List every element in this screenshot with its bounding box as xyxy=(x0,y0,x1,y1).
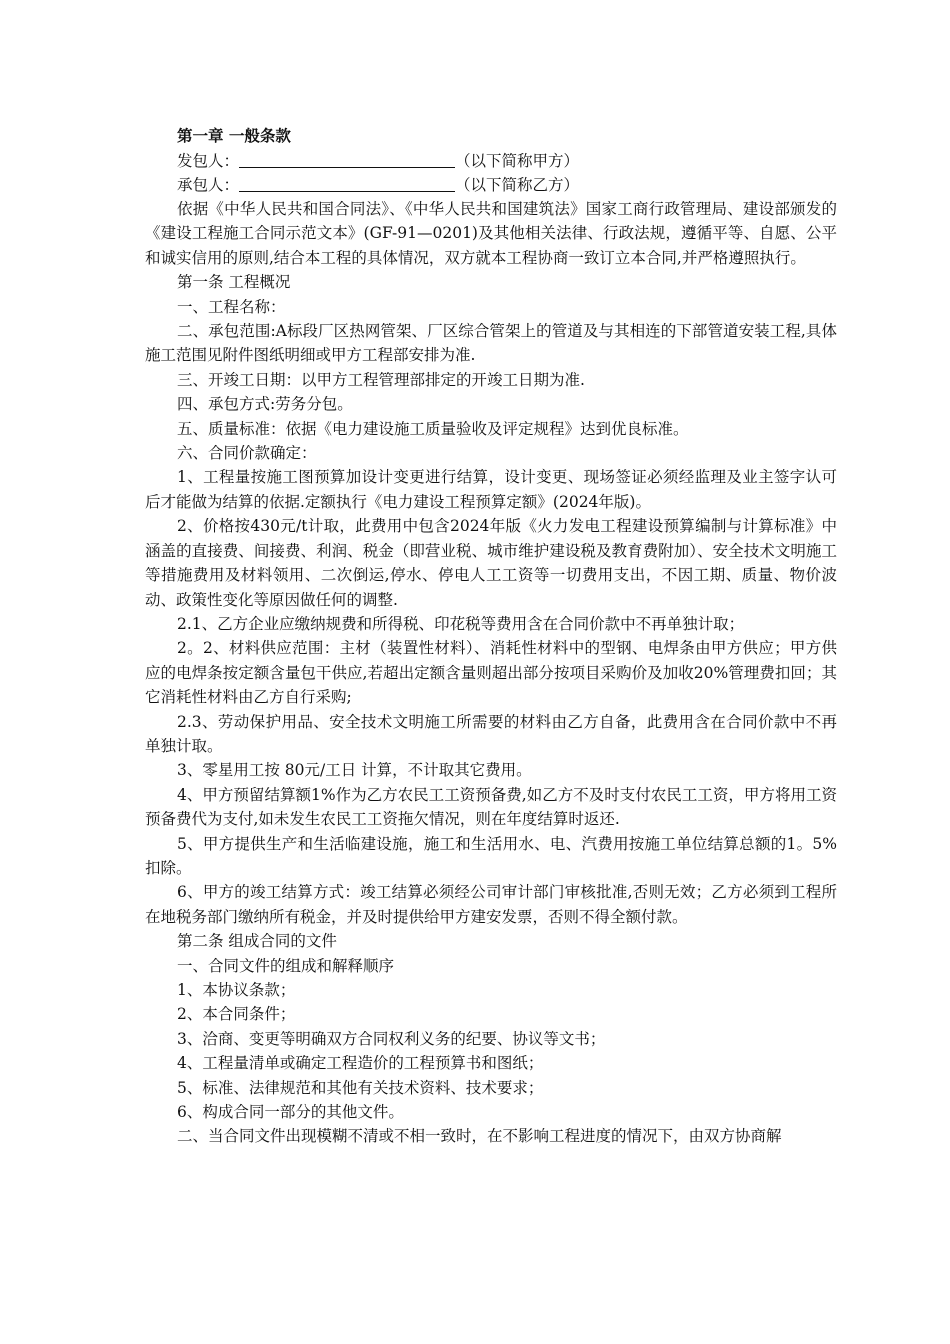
article2-sub2: 二、当合同文件出现模糊不清或不相一致时，在不影响工程进度的情况下，由双方协商解 xyxy=(177,1127,782,1146)
document-item-2: 2、本合同条件； xyxy=(177,1005,296,1024)
contractor-a-blank[interactable] xyxy=(239,150,455,168)
chapter-title: 第一章 一般条款 xyxy=(177,126,291,145)
contractor-b-line xyxy=(177,173,837,197)
price-clause-2-1: 2.1、乙方企业应缴纳规费和所得税、印花税等费用含在合同价款中不再单独计取； xyxy=(177,614,745,633)
contractor-a-line xyxy=(177,149,837,173)
price-clause-6: 6、甲方的竣工结算方式：竣工结算必须经公司审计部门审核批准,否则无效；乙方必须到工程所在地税务部门缴纳所有税金，并及时提供给甲方建安发票，否则不得全额付款。 xyxy=(145,883,837,926)
document-item-3: 3、洽商、变更等明确双方合同权利义务的纪要、协议等文书； xyxy=(177,1029,606,1048)
contractor-b-blank[interactable] xyxy=(239,174,455,192)
contractor-a-label: 发包人： xyxy=(177,152,240,170)
price-clause-1: 1、工程量按施工图预算加设计变更进行结算，设计变更、现场签证必须经监理及业主签字认可后才能做为结算的依据.定额执行《电力建设工程预算定额》(2024年版)。 xyxy=(145,468,837,511)
document-item-1: 1、本协议条款； xyxy=(177,981,296,999)
intro-paragraph: 依据《中华人民共和国合同法》、《中华人民共和国建筑法》国家工商行政管理局、建设部颁发的《建设工程施工合同示范文本》(GF-91—0201)及其他相关法律、行政法规，遵循平等、自愿、公平和诚实信用的原则,结合本工程的具体情况，双方就本工程协商一致订立本合同,并严格遵照执行。 xyxy=(145,200,837,267)
contract-scope: 二、承包范围:A标段厂区热网管架、厂区综合管架上的管道及与其相连的下部管道安装工程,具体施工范围见附件图纸明细或甲方工程部安排为准. xyxy=(145,322,837,365)
project-name: 一、工程名称： xyxy=(177,297,286,316)
document-item-4: 4、工程量清单或确定工程造价的工程预算书和图纸； xyxy=(177,1054,544,1073)
document-item-6: 6、构成合同一部分的其他文件。 xyxy=(177,1103,404,1122)
price-clause-2-2: 2。2、材料供应范围：主材（装置性材料）、消耗性材料中的型钢、电焊条由甲方供应；甲方供应的电焊条按定额含量包干供应,若超出定额含量则超出部分按项目采购价及加收20%管理费扣回；其它消耗性材料由乙方自行采购; xyxy=(145,639,837,707)
start-end-date: 三、开竣工日期：以甲方工程管理部排定的开竣工日期为准. xyxy=(177,370,585,389)
article1-title: 第一条 工程概况 xyxy=(177,273,291,292)
price-clause-2: 2、价格按430元/t计取，此费用中包含2024年版《火力发电工程建设预算编制与计算标准》中涵盖的直接费、间接费、利润、税金（即营业税、城市维护建设税及教育费附加）、安全技术文明施工等措施费用及材料领用、二次倒运,停水、停电人工工资等一切费用支出，不因工期、质量、物价波动、政策性变化等原因做任何的调整. xyxy=(145,517,837,609)
price-clause-2-3: 2.3、劳动保护用品、安全技术文明施工所需要的材料由乙方自备，此费用含在合同价款中不再单独计取。 xyxy=(145,712,837,755)
document-item-5: 5、标准、法律规范和其他有关技术资料、技术要求； xyxy=(177,1078,544,1097)
price-clause-3: 3、零星用工按 80元/工日 计算，不计取其它费用。 xyxy=(177,761,532,780)
article2-sub1: 一、合同文件的组成和解释顺序 xyxy=(177,956,395,975)
article2-title: 第二条 组成合同的文件 xyxy=(177,932,337,951)
price-determination: 六、合同价款确定： xyxy=(177,444,317,463)
contractor-b-note: （以下简称乙方） xyxy=(455,176,580,194)
contractor-b-label: 承包人： xyxy=(177,176,240,194)
document-body xyxy=(145,124,837,1149)
price-clause-4: 4、甲方预留结算额1%作为乙方农民工工资预备费,如乙方不及时支付农民工工资，甲方将用工资预备费代为支付,如未发生农民工工资拖欠情况，则在年度结算时返还. xyxy=(145,785,837,829)
price-clause-5: 5、甲方提供生产和生活临建设施，施工和生活用水、电、汽费用按施工单位结算总额的1。5%扣除。 xyxy=(145,834,837,877)
contractor-a-note: （以下简称甲方） xyxy=(455,152,580,170)
quality-standard: 五、质量标准：依据《电力建设施工质量验收及评定规程》达到优良标准。 xyxy=(177,419,689,438)
contract-method: 四、承包方式:劳务分包。 xyxy=(177,395,353,414)
